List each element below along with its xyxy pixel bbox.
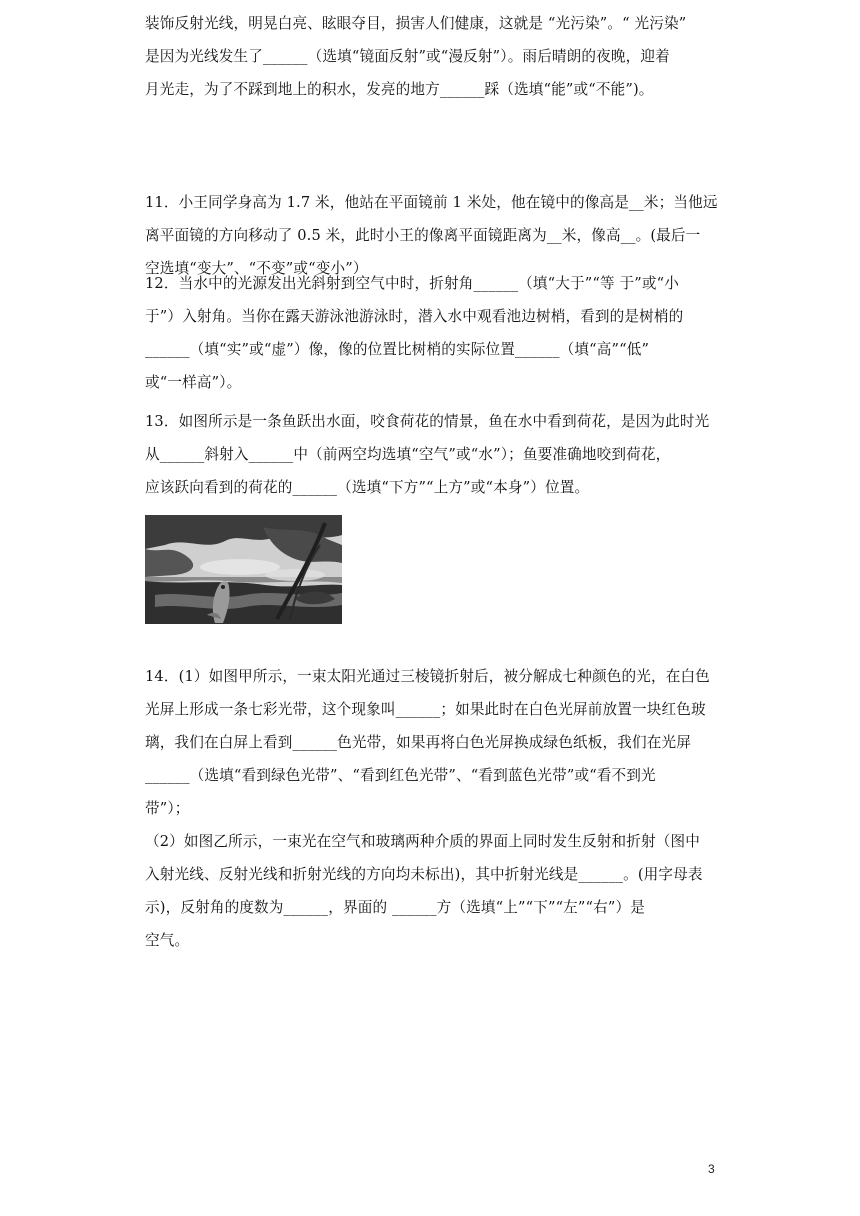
text-line: 空选填“变大”、“不变”或“变小”） bbox=[145, 260, 368, 277]
text-line: 离平面镜的方向移动了 0.5 米，此时小王的像离平面镜距离为__米，像高__。(最后一 bbox=[145, 227, 701, 244]
question-13 bbox=[145, 412, 723, 498]
intro-paragraph bbox=[145, 14, 723, 100]
text-line: 月光走，为了不踩到地上的积水，发亮的地方______踩（选填“能”或“不能”)。 bbox=[145, 81, 654, 98]
question-14 bbox=[145, 667, 723, 951]
text-line: 光屏上形成一条七彩光带，这个现象叫______；如果此时在白色光屏前放置一块红色玻 bbox=[145, 701, 706, 718]
page-number: 3 bbox=[708, 1162, 715, 1176]
text-line: ______（选填“看到绿色光带”、“看到红色光带”、“看到蓝色光带”或“看不到光 bbox=[145, 767, 656, 784]
fish-lotus-image bbox=[145, 515, 342, 624]
text-line: ______（填“实”或“虚”）像，像的位置比树梢的实际位置______（填“高”“低” bbox=[145, 341, 650, 358]
text-line: 应该跃向看到的荷花的______（选填“下方”“上方”或“本身”）位置。 bbox=[145, 479, 590, 496]
text-line: 于”）入射角。当你在露天游泳池游泳时，潜入水中观看池边树梢，看到的是树梢的 bbox=[145, 308, 684, 325]
text-line: 璃，我们在白屏上看到______色光带，如果再将白色光屏换成绿色纸板，我们在光屏 bbox=[145, 734, 691, 751]
text-line: 带”）； bbox=[145, 800, 190, 817]
question-12 bbox=[145, 274, 723, 393]
text-line: 入射光线、反射光线和折射光线的方向均未标出)，其中折射光线是______。(用字母表 bbox=[145, 866, 703, 883]
text-line: 示)，反射角的度数为______，界面的 ______方（选填“上”“下”“左”“右”）是 bbox=[145, 899, 645, 916]
text-line: 空气。 bbox=[145, 932, 190, 949]
text-line: 装饰反射光线，明晃白亮、眩眼夺目，损害人们健康，这就是 “光污染”。“ 光污染” bbox=[145, 15, 687, 32]
question-11 bbox=[145, 193, 723, 279]
text-line: 11．小王同学身高为 1.7 米，他站在平面镜前 1 米处，他在镜中的像高是__米；当他远 bbox=[145, 194, 718, 211]
text-line: 13．如图所示是一条鱼跃出水面，咬食荷花的情景，鱼在水中看到荷花，是因为此时光 bbox=[145, 413, 710, 430]
fish-lotus-figure bbox=[145, 515, 342, 624]
text-line: 从______斜射入______中（前两空均选填“空气”或“水”）；鱼要准确地咬到荷花， bbox=[145, 446, 671, 463]
text-line: 14．(1）如图甲所示，一束太阳光通过三棱镜折射后，被分解成七种颜色的光，在白色 bbox=[145, 668, 710, 685]
text-line: 或“一样高”）。 bbox=[145, 374, 242, 391]
text-line: 是因为光线发生了______（选填“镜面反射”或“漫反射”）。雨后晴朗的夜晚，迎着 bbox=[145, 48, 670, 65]
text-line: 12．当水中的光源发出光斜射到空气中时，折射角______（填“大于”“等 于”或“小 bbox=[145, 275, 679, 292]
text-line: （2）如图乙所示，一束光在空气和玻璃两种介质的界面上同时发生反射和折射（图中 bbox=[145, 833, 700, 850]
